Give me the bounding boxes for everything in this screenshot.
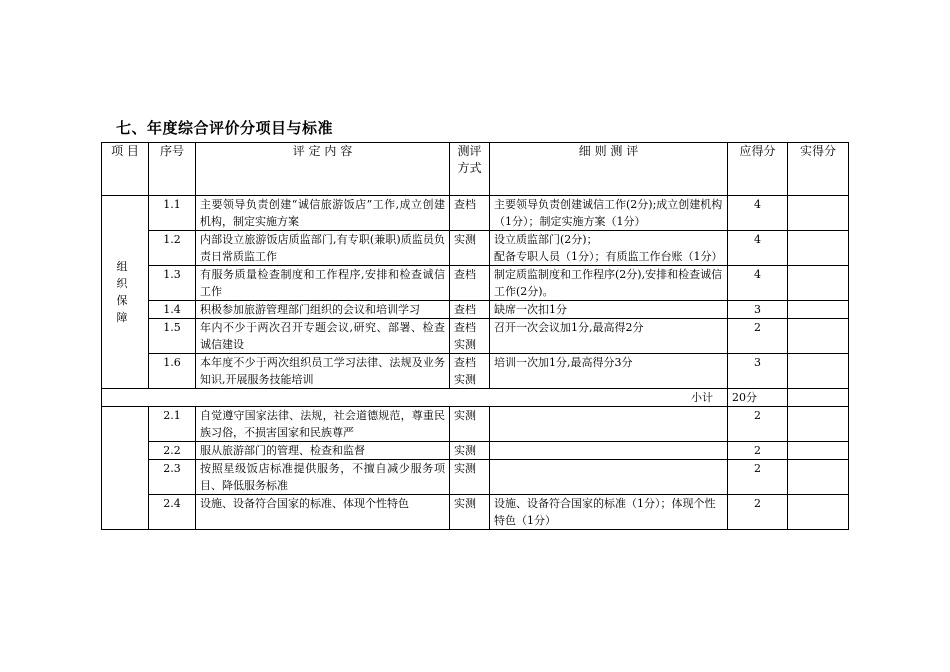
- score-cell: 2: [728, 442, 788, 460]
- score-cell: 4: [728, 231, 788, 266]
- actual-score-cell: [788, 407, 849, 442]
- table-row: [102, 407, 849, 442]
- detail-cell: 主要领导负责创建诚信工作(2分);成立创建机构（1分）；制定实施方案（1分）: [490, 196, 728, 231]
- subtotal-row: [102, 389, 849, 407]
- method-cell: 实测: [450, 495, 490, 530]
- detail-cell: 培训一次加1分,最高得分3分: [490, 354, 728, 389]
- header-seq: 序号: [149, 143, 196, 196]
- table-row: [102, 495, 849, 530]
- actual-score-cell: [788, 319, 849, 354]
- detail-cell: [490, 442, 728, 460]
- seq-cell: 1.6: [149, 354, 196, 389]
- content-cell: 服从旅游部门的管理、检查和监督: [196, 442, 450, 460]
- content-cell: 内部设立旅游饭店质监部门,有专职(兼职)质监员负责日常质监工作: [196, 231, 450, 266]
- table-row: [102, 301, 849, 319]
- header-method: 测评方式: [450, 143, 490, 196]
- detail-cell: [490, 407, 728, 442]
- header-category: 项 目: [102, 143, 149, 196]
- method-cell: 实测: [450, 407, 490, 442]
- actual-score-cell: [788, 354, 849, 389]
- content-cell: 本年度不少于两次组织员工学习法律、法规及业务知识,开展服务技能培训: [196, 354, 450, 389]
- detail-cell: 召开一次会议加1分,最高得2分: [490, 319, 728, 354]
- table-row: [102, 196, 849, 231]
- method-cell: 查档: [450, 196, 490, 231]
- actual-score-cell: [788, 301, 849, 319]
- table-row: [102, 442, 849, 460]
- subtotal-actual-cell: [788, 389, 849, 407]
- method-cell: 查档: [450, 301, 490, 319]
- method-cell: 查档: [450, 266, 490, 301]
- score-cell: 2: [728, 460, 788, 495]
- score-cell: 2: [728, 319, 788, 354]
- category-cell: 组 织 保 障: [102, 196, 149, 389]
- score-cell: 3: [728, 301, 788, 319]
- actual-score-cell: [788, 495, 849, 530]
- seq-cell: 2.4: [149, 495, 196, 530]
- actual-score-cell: [788, 266, 849, 301]
- actual-score-cell: [788, 460, 849, 495]
- content-cell: 主要领导负责创建“诚信旅游饭店”工作,成立创建机构，制定实施方案: [196, 196, 450, 231]
- method-cell: 查档 实测: [450, 319, 490, 354]
- content-cell: 年内不少于两次召开专题会议,研究、部署、检查诚信建设: [196, 319, 450, 354]
- score-cell: 3: [728, 354, 788, 389]
- content-cell: 按照星级饭店标准提供服务，不擅自减少服务项目、降低服务标准: [196, 460, 450, 495]
- content-cell: 有服务质量检查制度和工作程序,安排和检查诚信工作: [196, 266, 450, 301]
- score-cell: 4: [728, 266, 788, 301]
- subtotal-label: 小计: [102, 389, 728, 407]
- score-cell: 2: [728, 495, 788, 530]
- seq-cell: 2.2: [149, 442, 196, 460]
- evaluation-table: [101, 142, 849, 530]
- score-cell: 4: [728, 196, 788, 231]
- detail-cell: 缺席一次扣1分: [490, 301, 728, 319]
- seq-cell: 1.3: [149, 266, 196, 301]
- seq-cell: 2.1: [149, 407, 196, 442]
- table-row: [102, 319, 849, 354]
- actual-score-cell: [788, 196, 849, 231]
- detail-cell: 设施、设备符合国家的标准（1分）；体现个性特色（1分）: [490, 495, 728, 530]
- actual-score-cell: [788, 231, 849, 266]
- method-cell: 实测: [450, 231, 490, 266]
- actual-score-cell: [788, 442, 849, 460]
- content-cell: 自觉遵守国家法律、法规，社会道德规范，尊重民族习俗，不损害国家和民族尊严: [196, 407, 450, 442]
- method-cell: 实测: [450, 460, 490, 495]
- method-cell: 查档 实测: [450, 354, 490, 389]
- header-score-due: 应得分: [728, 143, 788, 196]
- detail-cell: [490, 460, 728, 495]
- method-cell: 实测: [450, 442, 490, 460]
- subtotal-value: 20分: [728, 389, 788, 407]
- header-detail: 细 则 测 评: [490, 143, 728, 196]
- table-row: [102, 231, 849, 266]
- seq-cell: 1.4: [149, 301, 196, 319]
- detail-cell: 制定质监制度和工作程序(2分),安排和检查诚信工作(2分)。: [490, 266, 728, 301]
- seq-cell: 1.2: [149, 231, 196, 266]
- seq-cell: 1.1: [149, 196, 196, 231]
- detail-cell: 设立质监部门(2分)； 配备专职人员（1分）；有质监工作台账（1分）: [490, 231, 728, 266]
- seq-cell: 2.3: [149, 460, 196, 495]
- table-row: [102, 266, 849, 301]
- score-cell: 2: [728, 407, 788, 442]
- table-row: [102, 354, 849, 389]
- table-header-row: [102, 143, 849, 196]
- section-heading: 七、年度综合评价分项目与标准: [116, 119, 334, 137]
- content-cell: 积极参加旅游管理部门组织的会议和培训学习: [196, 301, 450, 319]
- category-cell: [102, 407, 149, 530]
- seq-cell: 1.5: [149, 319, 196, 354]
- header-content: 评 定 内 容: [196, 143, 450, 196]
- table-row: [102, 460, 849, 495]
- content-cell: 设施、设备符合国家的标准、体现个性特色: [196, 495, 450, 530]
- header-score-actual: 实得分: [788, 143, 849, 196]
